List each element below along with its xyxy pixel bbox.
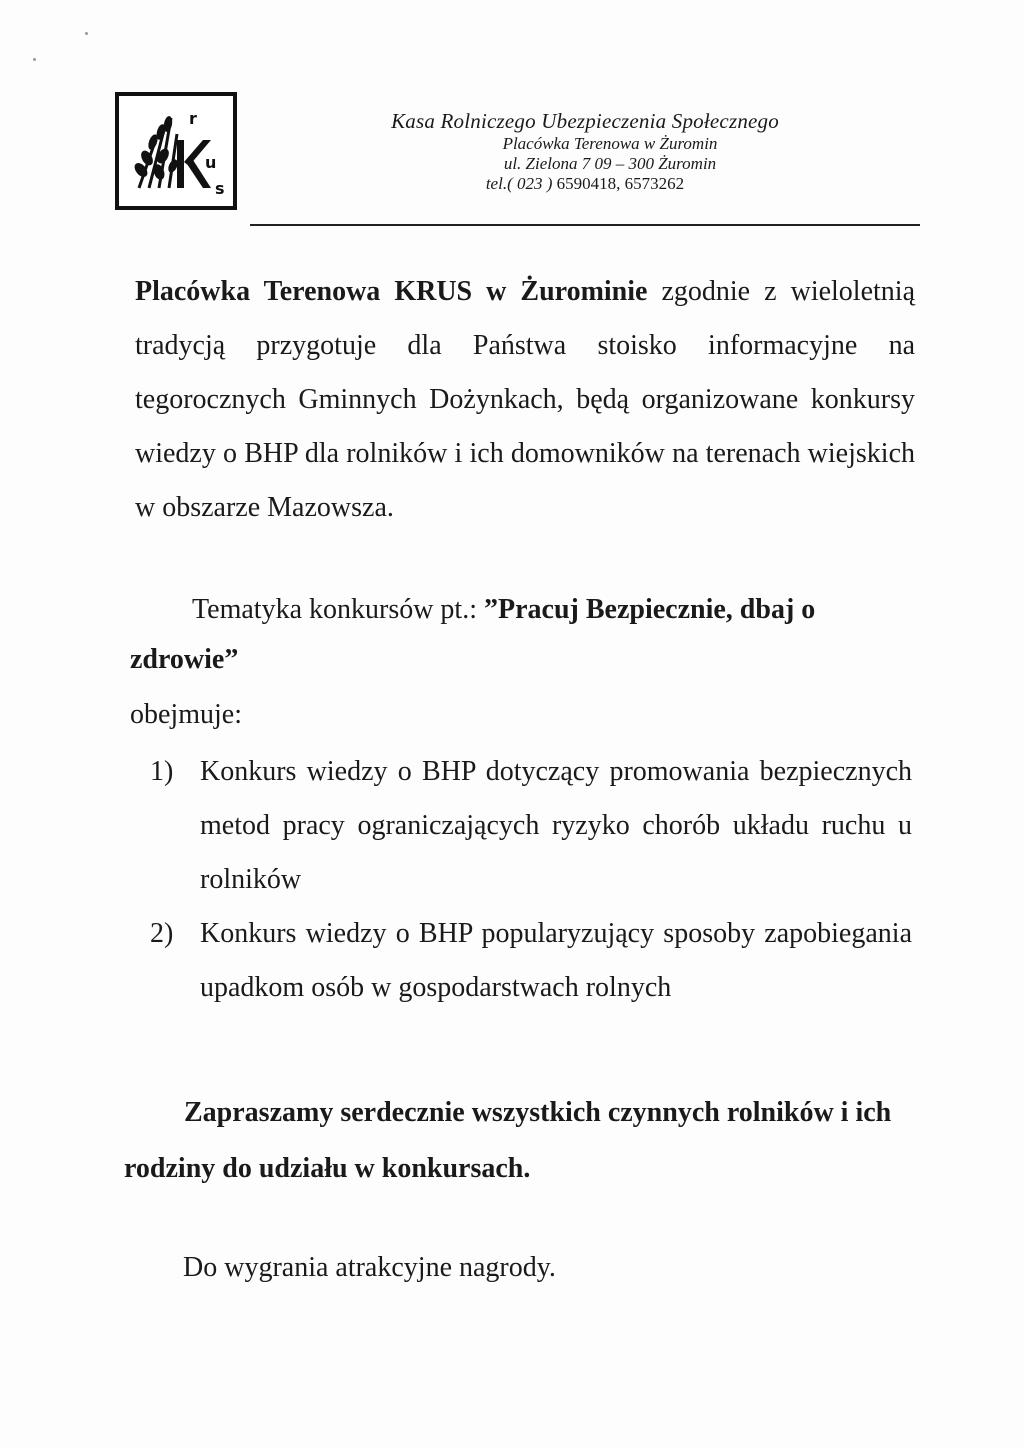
theme-paragraph [130, 585, 915, 685]
svg-text:s: s [215, 179, 225, 198]
scan-speck [33, 58, 36, 61]
krus-logo [115, 92, 237, 210]
list-item-text: Konkurs wiedzy o BHP dotyczący promowania bezpiecznych metod pracy ograniczających ryzyko chorób układu ruchu u rolników [200, 756, 912, 895]
intro-branch-name: Placówka Terenowa KRUS w Żurominie [135, 276, 648, 307]
theme-lead: Tematyka konkursów pt.: [192, 594, 484, 625]
contest-list [150, 745, 912, 1015]
phone-label: tel.( 023 ) [485, 174, 553, 193]
list-item [150, 907, 912, 1015]
scan-speck [85, 32, 88, 35]
letterhead [250, 108, 920, 194]
phone-numbers: 6590418, 6573262 [552, 174, 685, 193]
theme-covers: obejmuje: [130, 699, 242, 730]
list-item-number: 2) [150, 918, 174, 949]
list-item-number: 1) [150, 756, 174, 787]
theme-title: ”Pracuj Bezpiecznie, dbaj o zdrowie” [130, 594, 816, 675]
intro-text: zgodnie z wieloletnią tradycją przygotuje dla Państwa stoisko informacyjne na tegorocznych Gminnych Dożynkach, będą organizowane konkursy wiedzy o BHP dla rolników i ich domowników na terenach wiejskich w obszarze Mazowsza. [135, 276, 915, 523]
invitation [124, 1085, 909, 1197]
invitation-text: Zapraszamy serdecznie wszystkich czynnych rolników i ich rodziny do udziału w konkursach. [124, 1097, 892, 1184]
organization-name: Kasa Rolniczego Ubezpieczenia Społecznego [391, 109, 779, 133]
krus-logo-icon [119, 96, 233, 206]
prizes-note: Do wygrania atrakcyjne nagrody. [183, 1252, 556, 1283]
header-divider [250, 224, 920, 226]
intro-paragraph [135, 265, 915, 535]
list-item-text: Konkurs wiedzy o BHP popularyzujący sposoby zapobiegania upadkom osób w gospodarstwach rolnych [200, 918, 912, 1003]
svg-text:r: r [189, 109, 197, 128]
branch-name: Placówka Terenowa w Żuromin [502, 134, 718, 153]
svg-text:u: u [205, 153, 217, 172]
address-line: ul. Zielona 7 09 – 300 Żuromin [503, 154, 717, 173]
list-item [150, 745, 912, 907]
phone-line [250, 174, 920, 194]
